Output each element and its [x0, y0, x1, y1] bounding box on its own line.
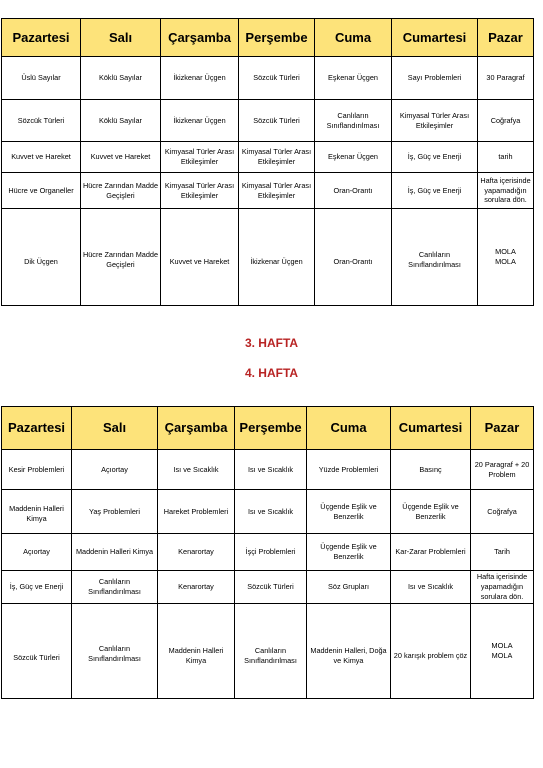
cell: Hafta içerisinde yapamadığın sorulara dön. [471, 571, 534, 604]
day-header: Çarşamba [158, 407, 235, 450]
cell: Söz Grupları [307, 571, 391, 604]
cell: İkizkenar Üçgen [239, 209, 315, 306]
cell: Maddenin Halleri Kimya [158, 604, 235, 699]
day-header: Pazartesi [2, 407, 72, 450]
table-row [2, 173, 534, 209]
day-header: Perşembe [239, 19, 315, 57]
cell: Açıortay [2, 534, 72, 571]
cell: Hücre Zarından Madde Geçişleri [81, 209, 161, 306]
cell: Yaş Problemleri [72, 490, 158, 534]
cell: Canlıların Sınıflandırılması [72, 604, 158, 699]
cell [471, 604, 534, 699]
break-label: MOLA [491, 641, 513, 651]
cell: Kimyasal Türler Arası Etkileşimler [161, 142, 239, 173]
cell: Sözcük Türleri [235, 571, 307, 604]
cell [478, 209, 534, 306]
break-label: MOLA [495, 257, 516, 266]
week-4-heading: 4. HAFTA [244, 366, 299, 380]
cell: İş, Güç ve Enerji [392, 173, 478, 209]
day-header: Pazartesi [2, 19, 81, 57]
cell: Dik Üçgen [2, 209, 81, 306]
cell: Hafta içerisinde yapamadığın sorulara dön. [478, 173, 534, 209]
cell: Canlıların Sınıflandırılması [392, 209, 478, 306]
cell: Basınç [391, 450, 471, 490]
schedule-table-week-1 [1, 18, 534, 306]
table-row [2, 490, 534, 534]
cell: Üçgende Eşlik ve Benzerlik [307, 490, 391, 534]
cell: Maddenin Halleri Kimya [2, 490, 72, 534]
cell: Üçgende Eşlik ve Benzerlik [391, 490, 471, 534]
cell: 20 Paragraf + 20 Problem [471, 450, 534, 490]
cell: Oran-Orantı [315, 173, 392, 209]
cell: İşçi Problemleri [235, 534, 307, 571]
cell: Isı ve Sıcaklık [391, 571, 471, 604]
break-label: MOLA [491, 651, 513, 661]
cell: Kimyasal Türler Arası Etkileşimler [392, 100, 478, 142]
cell: Üslü Sayılar [2, 57, 81, 100]
week-3-heading: 3. HAFTA [244, 336, 299, 350]
cell: Köklü Sayılar [81, 57, 161, 100]
table-row [2, 100, 534, 142]
cell: Eşkenar Üçgen [315, 142, 392, 173]
cell: Coğrafya [471, 490, 534, 534]
cell: 20 karışık problem çöz [391, 604, 471, 699]
cell: Kenarortay [158, 571, 235, 604]
day-header: Cumartesi [391, 407, 471, 450]
cell: Üçgende Eşlik ve Benzerlik [307, 534, 391, 571]
day-header: Çarşamba [161, 19, 239, 57]
cell: 30 Paragraf [478, 57, 534, 100]
cell: Maddenin Halleri Kimya [72, 534, 158, 571]
cell: Canlıların Sınıflandırılması [235, 604, 307, 699]
header-row [2, 19, 534, 57]
cell: Kenarortay [158, 534, 235, 571]
cell: Eşkenar Üçgen [315, 57, 392, 100]
day-header: Salı [81, 19, 161, 57]
cell: Kimyasal Türler Arası Etkileşimler [239, 173, 315, 209]
cell: Kimyasal Türler Arası Etkileşimler [161, 173, 239, 209]
day-header: Cumartesi [392, 19, 478, 57]
day-header: Cuma [315, 19, 392, 57]
cell: Sözcük Türleri [2, 100, 81, 142]
cell: Açıortay [72, 450, 158, 490]
table-row [2, 142, 534, 173]
cell: Tarih [471, 534, 534, 571]
break-label: MOLA [495, 247, 516, 257]
cell: Kesir Problemleri [2, 450, 72, 490]
day-header: Salı [72, 407, 158, 450]
day-header: Pazar [471, 407, 534, 450]
cell: Sözcük Türleri [239, 100, 315, 142]
day-header: Pazar [478, 19, 534, 57]
cell: Hareket Problemleri [158, 490, 235, 534]
cell: Köklü Sayılar [81, 100, 161, 142]
cell: Isı ve Sıcaklık [235, 450, 307, 490]
cell: Sözcük Türleri [2, 604, 72, 699]
cell: Kuvvet ve Hareket [161, 209, 239, 306]
cell: Coğrafya [478, 100, 534, 142]
cell: Hücre ve Organeller [2, 173, 81, 209]
table-row [2, 209, 534, 306]
cell: Isı ve Sıcaklık [235, 490, 307, 534]
schedule-table-week-2 [1, 406, 534, 699]
cell: Kar-Zarar Problemleri [391, 534, 471, 571]
table-row [2, 450, 534, 490]
cell: Isı ve Sıcaklık [158, 450, 235, 490]
cell: Canlıların Sınıflandırılması [72, 571, 158, 604]
cell: İş, Güç ve Enerji [392, 142, 478, 173]
day-header: Cuma [307, 407, 391, 450]
table-row [2, 57, 534, 100]
cell: Sözcük Türleri [239, 57, 315, 100]
cell: Kimyasal Türler Arası Etkileşimler [239, 142, 315, 173]
cell: tarih [478, 142, 534, 173]
header-row [2, 407, 534, 450]
table-row [2, 534, 534, 571]
cell: İş, Güç ve Enerji [2, 571, 72, 604]
cell: Oran-Orantı [315, 209, 392, 306]
cell: İkizkenar Üçgen [161, 57, 239, 100]
table-row [2, 571, 534, 604]
day-header: Perşembe [235, 407, 307, 450]
cell: Maddenin Halleri, Doğa ve Kimya [307, 604, 391, 699]
cell: Kuvvet ve Hareket [2, 142, 81, 173]
table-row [2, 604, 534, 699]
cell: Sayı Problemleri [392, 57, 478, 100]
cell: İkizkenar Üçgen [161, 100, 239, 142]
cell: Hücre Zarından Madde Geçişleri [81, 173, 161, 209]
cell: Kuvvet ve Hareket [81, 142, 161, 173]
cell: Canlıların Sınıflandırılması [315, 100, 392, 142]
cell: Yüzde Problemleri [307, 450, 391, 490]
